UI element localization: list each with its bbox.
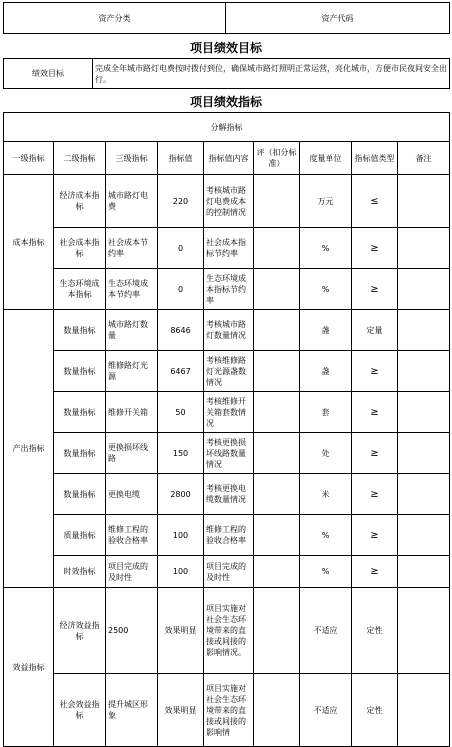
table-cell: 项目完成的及时性 bbox=[204, 556, 254, 588]
table-cell: 150 bbox=[158, 433, 204, 474]
goal-text-cell: 完成全年城市路灯电费按时拨付到位，确保城市路灯照明正常运营，亮化城市，方便市民夜间安全出行。 bbox=[93, 59, 450, 89]
table-cell bbox=[398, 392, 450, 433]
table-row bbox=[4, 310, 450, 351]
table-row bbox=[4, 674, 450, 747]
table-row bbox=[4, 588, 450, 674]
table-cell bbox=[398, 310, 450, 351]
table-cell: 社会成本指标 bbox=[54, 228, 106, 269]
table-cell: ≥ bbox=[352, 228, 398, 269]
performance-goal-title: 项目绩效目标 bbox=[189, 41, 262, 55]
table-cell bbox=[254, 556, 300, 588]
header-row bbox=[4, 142, 450, 175]
table-row bbox=[4, 269, 450, 310]
table-cell: 6467 bbox=[158, 351, 204, 392]
table-cell: 更换电缆 bbox=[106, 474, 158, 515]
table-cell: 维修开关箱 bbox=[106, 392, 158, 433]
table-cell bbox=[254, 269, 300, 310]
table-cell: 100 bbox=[158, 515, 204, 556]
table-cell: ≥ bbox=[352, 556, 398, 588]
table-cell: 定量 bbox=[352, 310, 398, 351]
table-cell: 数量指标 bbox=[54, 351, 106, 392]
table-row bbox=[4, 515, 450, 556]
table-cell: % bbox=[300, 515, 352, 556]
table-cell: 维修工程的验收合格率 bbox=[204, 515, 254, 556]
table-cell bbox=[398, 588, 450, 674]
table-cell: 经济成本指标 bbox=[54, 175, 106, 228]
table-cell: 万元 bbox=[300, 175, 352, 228]
table-cell: 数量指标 bbox=[54, 433, 106, 474]
table-cell: 数量指标 bbox=[54, 310, 106, 351]
table-cell: 考核城市路灯电费成本的控制情况 bbox=[204, 175, 254, 228]
level1-indicator-cell: 成本指标 bbox=[4, 175, 54, 310]
header-cell: 指标值类型 bbox=[352, 142, 398, 175]
table-cell bbox=[254, 674, 300, 747]
table-cell: 维修工程的验收合格率 bbox=[106, 515, 158, 556]
table-cell bbox=[254, 588, 300, 674]
header-cell: 度量单位 bbox=[300, 142, 352, 175]
table-cell bbox=[254, 474, 300, 515]
table-cell bbox=[398, 674, 450, 747]
table-cell: 考核维修路灯光源盏数情况 bbox=[204, 351, 254, 392]
table-cell: 效果明显 bbox=[158, 674, 204, 747]
table-cell bbox=[254, 351, 300, 392]
table-cell: 2500 bbox=[106, 588, 158, 674]
table-cell: 质量指标 bbox=[54, 515, 106, 556]
table-cell: 2800 bbox=[158, 474, 204, 515]
table-cell: ≥ bbox=[352, 474, 398, 515]
table-cell: 考核更换损坏线路数量情况 bbox=[204, 433, 254, 474]
table-row bbox=[4, 351, 450, 392]
header-cell: 指标值内容 bbox=[204, 142, 254, 175]
header-cell: 一级指标 bbox=[4, 142, 54, 175]
table-row bbox=[4, 392, 450, 433]
table-cell: 城市路灯电费 bbox=[106, 175, 158, 228]
table-cell: 考核城市路灯数量情况 bbox=[204, 310, 254, 351]
header-cell: 二级指标 bbox=[54, 142, 106, 175]
table-cell: 社会效益指标 bbox=[54, 674, 106, 747]
table-cell: 不适应 bbox=[300, 674, 352, 747]
table-cell: 盏 bbox=[300, 351, 352, 392]
table-cell: 城市路灯数量 bbox=[106, 310, 158, 351]
table-cell: 不适应 bbox=[300, 588, 352, 674]
table-cell: % bbox=[300, 228, 352, 269]
table-cell bbox=[254, 392, 300, 433]
table-row bbox=[4, 474, 450, 515]
table-cell: 社会成本指标节约率 bbox=[204, 228, 254, 269]
table-cell: 考核更换电缆数量情况 bbox=[204, 474, 254, 515]
table-cell bbox=[254, 228, 300, 269]
table-cell: 8646 bbox=[158, 310, 204, 351]
table-cell: ≥ bbox=[352, 515, 398, 556]
table-cell: % bbox=[300, 556, 352, 588]
goal-label-cell: 绩效目标 bbox=[4, 59, 93, 89]
table-cell bbox=[254, 433, 300, 474]
table-cell bbox=[398, 515, 450, 556]
table-cell: 考核维修开关箱套数情况 bbox=[204, 392, 254, 433]
table-cell bbox=[398, 433, 450, 474]
asset-category-cell: 资产分类 bbox=[4, 3, 226, 34]
table-row bbox=[4, 228, 450, 269]
table-row bbox=[4, 556, 450, 588]
table-cell bbox=[398, 228, 450, 269]
table-cell bbox=[398, 269, 450, 310]
table-cell: 米 bbox=[300, 474, 352, 515]
table-cell: 更换损坏线路 bbox=[106, 433, 158, 474]
table-cell: ≥ bbox=[352, 269, 398, 310]
table-cell: 项目实施对社会生态环境带来的直接或间接的影响情 bbox=[204, 674, 254, 747]
table-cell: 生态环境成本节约率 bbox=[106, 269, 158, 310]
performance-goal-table bbox=[3, 58, 450, 89]
spanning-header-cell: 分解指标 bbox=[4, 113, 450, 142]
table-cell: 经济效益指标 bbox=[54, 588, 106, 674]
table-cell bbox=[254, 310, 300, 351]
table-cell: 定性 bbox=[352, 674, 398, 747]
table-row bbox=[4, 175, 450, 228]
performance-indicators-title: 项目绩效指标 bbox=[189, 95, 262, 109]
header-cell: 评（扣分标准） bbox=[254, 142, 300, 175]
table-cell: 项目实施对社会生态环境带来的直接或间接的影响情况。 bbox=[204, 588, 254, 674]
table-cell: ≥ bbox=[352, 392, 398, 433]
table-cell: 0 bbox=[158, 228, 204, 269]
table-cell: 效果明显 bbox=[158, 588, 204, 674]
level1-indicator-cell: 效益指标 bbox=[4, 588, 54, 747]
performance-indicators-table bbox=[3, 112, 450, 747]
table-cell: 0 bbox=[158, 269, 204, 310]
table-cell: 100 bbox=[158, 556, 204, 588]
header-cell: 指标值 bbox=[158, 142, 204, 175]
table-row bbox=[4, 433, 450, 474]
table-cell: 220 bbox=[158, 175, 204, 228]
table-cell: 数量指标 bbox=[54, 474, 106, 515]
asset-table bbox=[3, 2, 450, 34]
table-cell bbox=[398, 351, 450, 392]
table-cell bbox=[254, 175, 300, 228]
table-cell bbox=[254, 515, 300, 556]
table-cell: 提升城区形象 bbox=[106, 674, 158, 747]
table-cell: 社会成本节约率 bbox=[106, 228, 158, 269]
table-cell: ≥ bbox=[352, 433, 398, 474]
table-cell: % bbox=[300, 269, 352, 310]
table-cell: 生态环境成本指标 bbox=[54, 269, 106, 310]
table-cell: ≥ bbox=[352, 351, 398, 392]
table-cell bbox=[398, 175, 450, 228]
level1-indicator-cell: 产出指标 bbox=[4, 310, 54, 588]
table-cell: ≤ bbox=[352, 175, 398, 228]
table-cell bbox=[398, 474, 450, 515]
table-cell: 定性 bbox=[352, 588, 398, 674]
table-cell: 盏 bbox=[300, 310, 352, 351]
header-cell: 三级指标 bbox=[106, 142, 158, 175]
table-cell: 时效指标 bbox=[54, 556, 106, 588]
asset-code-cell: 资产代码 bbox=[226, 3, 450, 34]
header-cell: 备注 bbox=[398, 142, 450, 175]
table-cell bbox=[398, 556, 450, 588]
table-cell: 50 bbox=[158, 392, 204, 433]
table-cell: 维修路灯光源 bbox=[106, 351, 158, 392]
table-cell: 处 bbox=[300, 433, 352, 474]
table-cell: 生态环境成本指标节约率 bbox=[204, 269, 254, 310]
table-cell: 数量指标 bbox=[54, 392, 106, 433]
table-cell: 项目完成的及时性 bbox=[106, 556, 158, 588]
table-cell: 套 bbox=[300, 392, 352, 433]
